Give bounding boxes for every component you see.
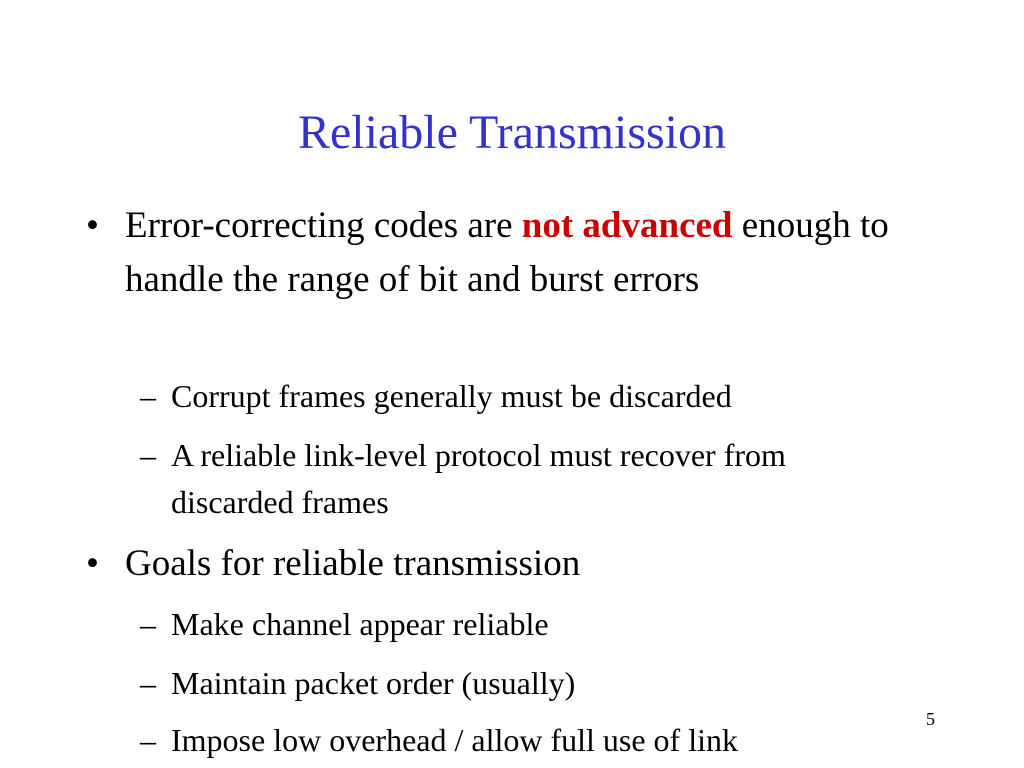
subpoint-corrupt-frames — [140, 373, 900, 420]
subpoint-reliable-protocol — [140, 432, 900, 526]
page-number: 5 — [926, 709, 935, 729]
bullet-text: Goals for reliable transmission — [125, 543, 581, 584]
sub-marker: – — [140, 378, 156, 414]
subpoint-packet-order — [140, 660, 900, 707]
sub-marker: – — [140, 606, 156, 642]
sub-marker: – — [140, 437, 156, 473]
bullet-error-correcting-codes — [86, 199, 936, 307]
bullet-goals — [86, 537, 936, 591]
bullet-text-after: enough to handle the range of bit and burst errors — [125, 205, 889, 300]
subpoint-text: A reliable link-level protocol must recover from discarded frames — [171, 437, 786, 520]
subpoint-text: Maintain packet order (usually) — [171, 665, 576, 701]
sub-marker: – — [140, 665, 156, 701]
bullet-marker: • — [86, 543, 99, 584]
subpoint-low-overhead — [140, 717, 900, 764]
subpoint-text: Impose low overhead / allow full use of link — [171, 722, 738, 758]
bullet-text-before: Error-correcting codes are — [125, 205, 522, 246]
bullet-marker: • — [86, 205, 99, 246]
subpoint-text: Corrupt frames generally must be discarded — [171, 378, 732, 414]
emphasis-not-advanced: not advanced — [521, 205, 733, 246]
subpoint-text: Make channel appear reliable — [171, 606, 549, 642]
sub-marker: – — [140, 722, 156, 758]
subpoint-channel-reliable — [140, 601, 900, 648]
slide-title: Reliable Transmission — [297, 106, 727, 159]
bullet-text — [125, 199, 936, 307]
